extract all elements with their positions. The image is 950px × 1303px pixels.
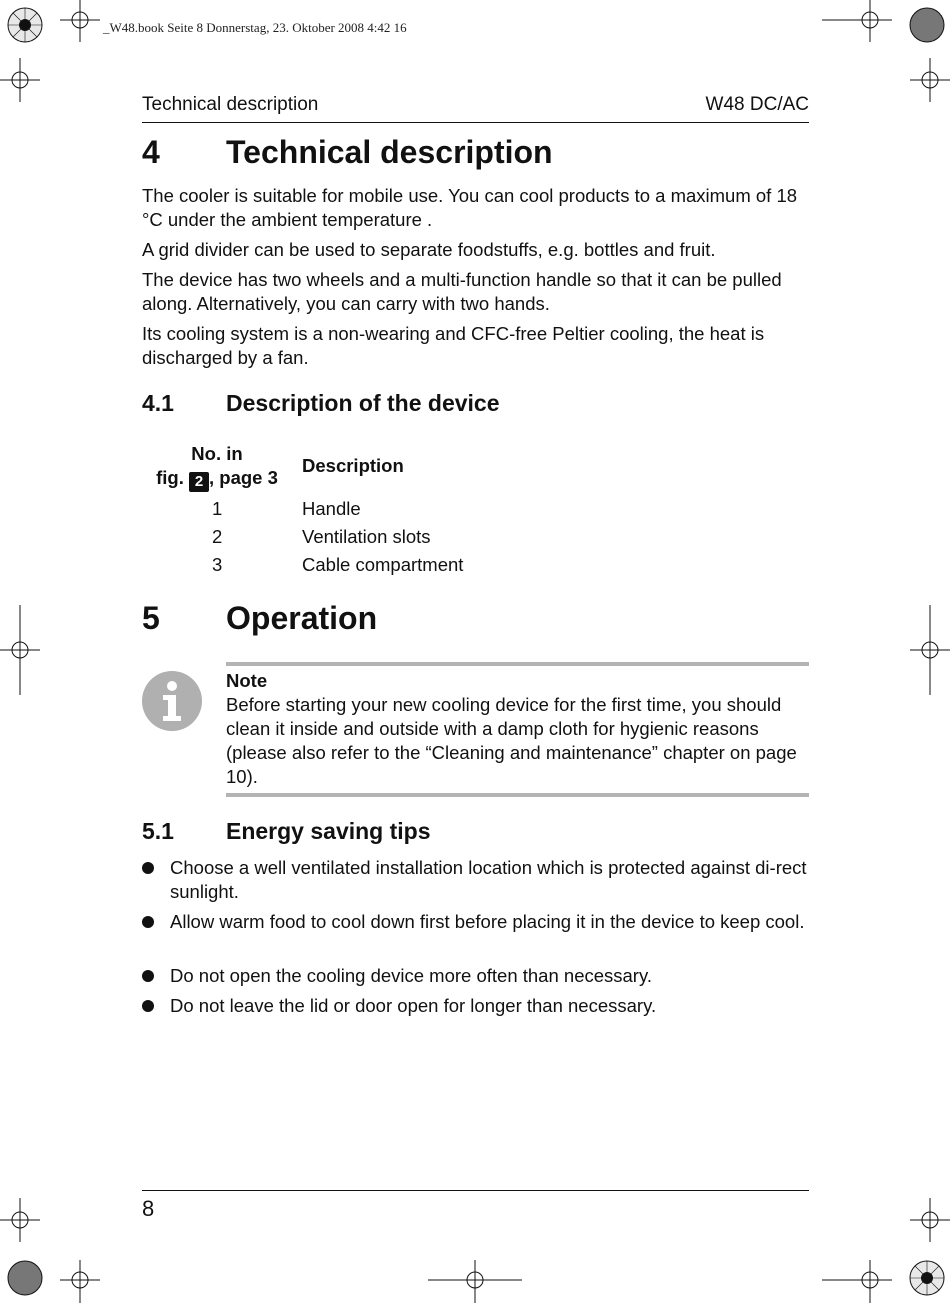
footer-rule bbox=[142, 1190, 809, 1191]
note-top-rule bbox=[226, 662, 809, 666]
section-4-paragraph: The device has two wheels and a multi-function handle so that it can be pulled along. Alternatively, you can carry with two hands. bbox=[142, 269, 782, 314]
table-cell-description: Handle bbox=[302, 498, 361, 519]
note-bottom-rule bbox=[226, 793, 809, 797]
header-product-name: W48 DC/AC bbox=[705, 94, 809, 115]
table-cell-number: 3 bbox=[212, 554, 223, 575]
section-4-title: Technical description bbox=[226, 134, 553, 170]
bullet-icon bbox=[142, 970, 154, 982]
section-4-paragraph: Its cooling system is a non-wearing and CFC-free Peltier cooling, the heat is discharged by a fan. bbox=[142, 323, 765, 368]
section-4-1-title: Description of the device bbox=[226, 390, 500, 416]
note-text: Before starting your new cooling device for the first time, you should clean it inside and outside with a damp cloth for hygienic reasons (please also refer to the “Cleaning and maintenance” chapter on page 10). bbox=[226, 694, 797, 787]
bullet-item: Choose a well ventilated installation location which is protected against di-rect sunlight. bbox=[170, 857, 807, 902]
bullet-icon bbox=[142, 862, 154, 874]
table-cell-description: Ventilation slots bbox=[302, 526, 431, 547]
print-info-line: _W48.book Seite 8 Donnerstag, 23. Oktober 2008 4:42 16 bbox=[103, 20, 407, 35]
info-icon bbox=[141, 670, 203, 732]
device-parts-table bbox=[142, 442, 662, 582]
note-title: Note bbox=[226, 670, 268, 691]
bullet-item: Allow warm food to cool down first before placing it in the device to keep cool. bbox=[170, 911, 805, 932]
section-5-1-number: 5.1 bbox=[142, 818, 174, 844]
page-number: 8 bbox=[142, 1196, 155, 1221]
bullet-icon bbox=[142, 916, 154, 928]
table-header-number bbox=[142, 442, 292, 492]
section-5-number: 5 bbox=[142, 600, 160, 636]
table-header-number-line2 bbox=[142, 466, 292, 492]
header-section-title: Technical description bbox=[142, 94, 319, 115]
bullet-item: Do not open the cooling device more often than necessary. bbox=[170, 965, 652, 986]
section-4-number: 4 bbox=[142, 134, 160, 170]
figure-number-badge: 2 bbox=[189, 472, 209, 492]
table-cell-number: 1 bbox=[212, 498, 223, 519]
bullet-icon bbox=[142, 1000, 154, 1012]
section-4-paragraph: The cooler is suitable for mobile use. You can cool products to a maximum of 18 °C under the ambient temperature . bbox=[142, 185, 798, 230]
table-header-fig-prefix: fig. bbox=[156, 467, 184, 488]
table-header-description: Description bbox=[302, 455, 404, 476]
table-header-page-suffix: , page 3 bbox=[209, 467, 278, 488]
section-4-1-number: 4.1 bbox=[142, 390, 174, 416]
table-header-number-line1: No. in bbox=[191, 443, 243, 464]
section-5-1-title: Energy saving tips bbox=[226, 818, 431, 844]
section-5-title: Operation bbox=[226, 600, 378, 636]
table-cell-description: Cable compartment bbox=[302, 554, 464, 575]
running-header bbox=[142, 94, 809, 123]
section-4-paragraph: A grid divider can be used to separate foodstuffs, e.g. bottles and fruit. bbox=[142, 239, 716, 260]
table-cell-number: 2 bbox=[212, 526, 223, 547]
bullet-item: Do not leave the lid or door open for longer than necessary. bbox=[170, 995, 657, 1016]
